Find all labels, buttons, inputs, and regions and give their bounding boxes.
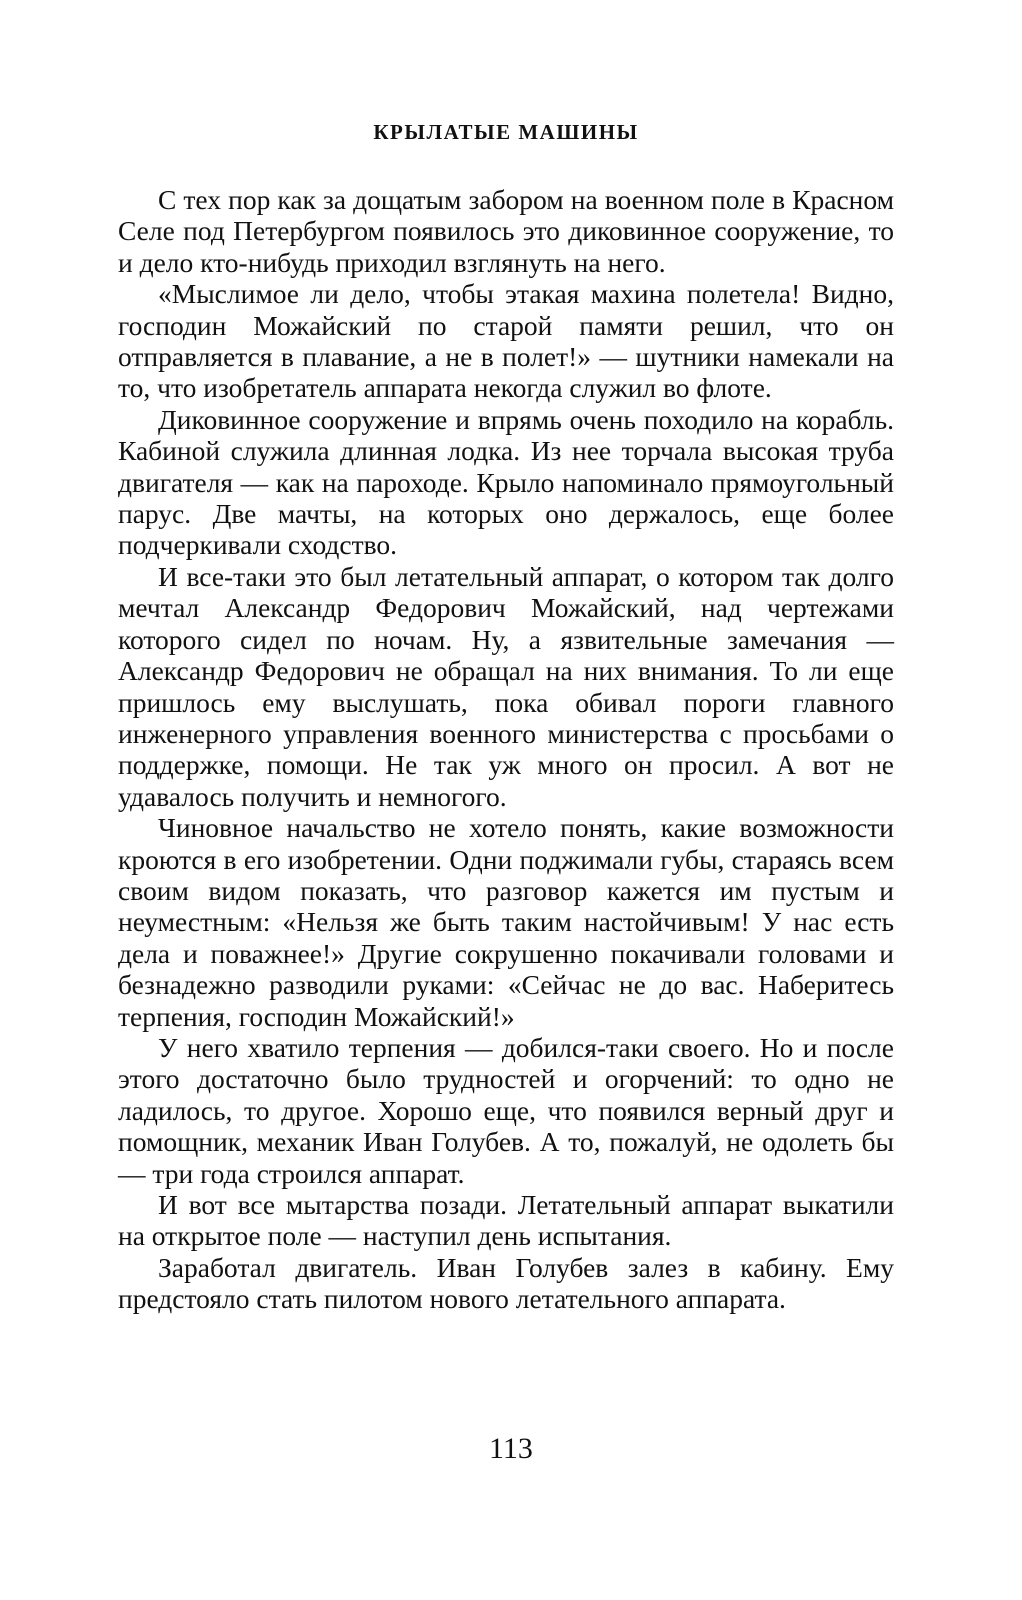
paragraph: И все-таки это был летательный аппарат, о котором так долго мечтал Александр Федорович Можайский, над чертежами которого сидел по ночам. Ну, а язвительные замечания — Александр Федорович не обращал на них внимания. То ли еще пришлось ему выслушать, пока обивал пороги главного инженерного управления военного министерства с просьбами о поддержке, помощи. Не так уж много он просил. А вот не удавалось получить и немногого.: [118, 560, 894, 812]
chapter-title: КРЫЛАТЫЕ МАШИНЫ: [373, 120, 639, 144]
paragraph: У него хватило терпения — добился-таки своего. Но и после этого достаточно было трудностей и огорчений: то одно не ладилось, то другое. Хорошо еще, что появился верный друг и помощник, механик Иван Голубев. А то, пожалуй, не одолеть бы — три года строился аппарат.: [118, 1031, 894, 1189]
page-content: [118, 118, 894, 1315]
body-text: [118, 184, 894, 1315]
page-number: 113: [489, 1432, 533, 1465]
paragraph: И вот все мытарства позади. Летательный аппарат выкатили на открытое поле — наступил день испытания.: [118, 1189, 894, 1252]
paragraph: Диковинное сооружение и впрямь очень походило на корабль. Кабиной служила длинная лодка. Из нее торчала высокая труба двигателя — как на пароходе. Крыло напоминало прямоугольный парус. Две мачты, на которых оно держалось, еще более подчеркивали сходство.: [118, 403, 894, 561]
paragraph: Заработал двигатель. Иван Голубев залез в кабину. Ему предстояло стать пилотом нового летательного аппарата.: [118, 1251, 894, 1315]
paragraph: С тех пор как за дощатым забором на военном поле в Красном Селе под Петербургом появилось это диковинное сооружение, то и дело кто-нибудь приходил взглянуть на него.: [118, 184, 894, 278]
paragraph: «Мыслимое ли дело, чтобы этакая махина полетела! Видно, господин Можайский по старой памяти решил, что он отправляется в плавание, а не в полет!» — шутники намекали на то, что изобретатель аппарата некогда служил во флоте.: [118, 278, 894, 404]
paragraph: Чиновное начальство не хотело понять, какие возможности кроются в его изобретении. Одни поджимали губы, стараясь всем своим видом показать, что разговор кажется им пустым и неуместным: «Нельзя же быть таким настойчивым! У нас есть дела и поважнее!» Другие сокрушенно покачивали головами и безнадежно разводили руками: «Сейчас не до вас. Наберитесь терпения, господин Можайский!»: [118, 812, 894, 1032]
